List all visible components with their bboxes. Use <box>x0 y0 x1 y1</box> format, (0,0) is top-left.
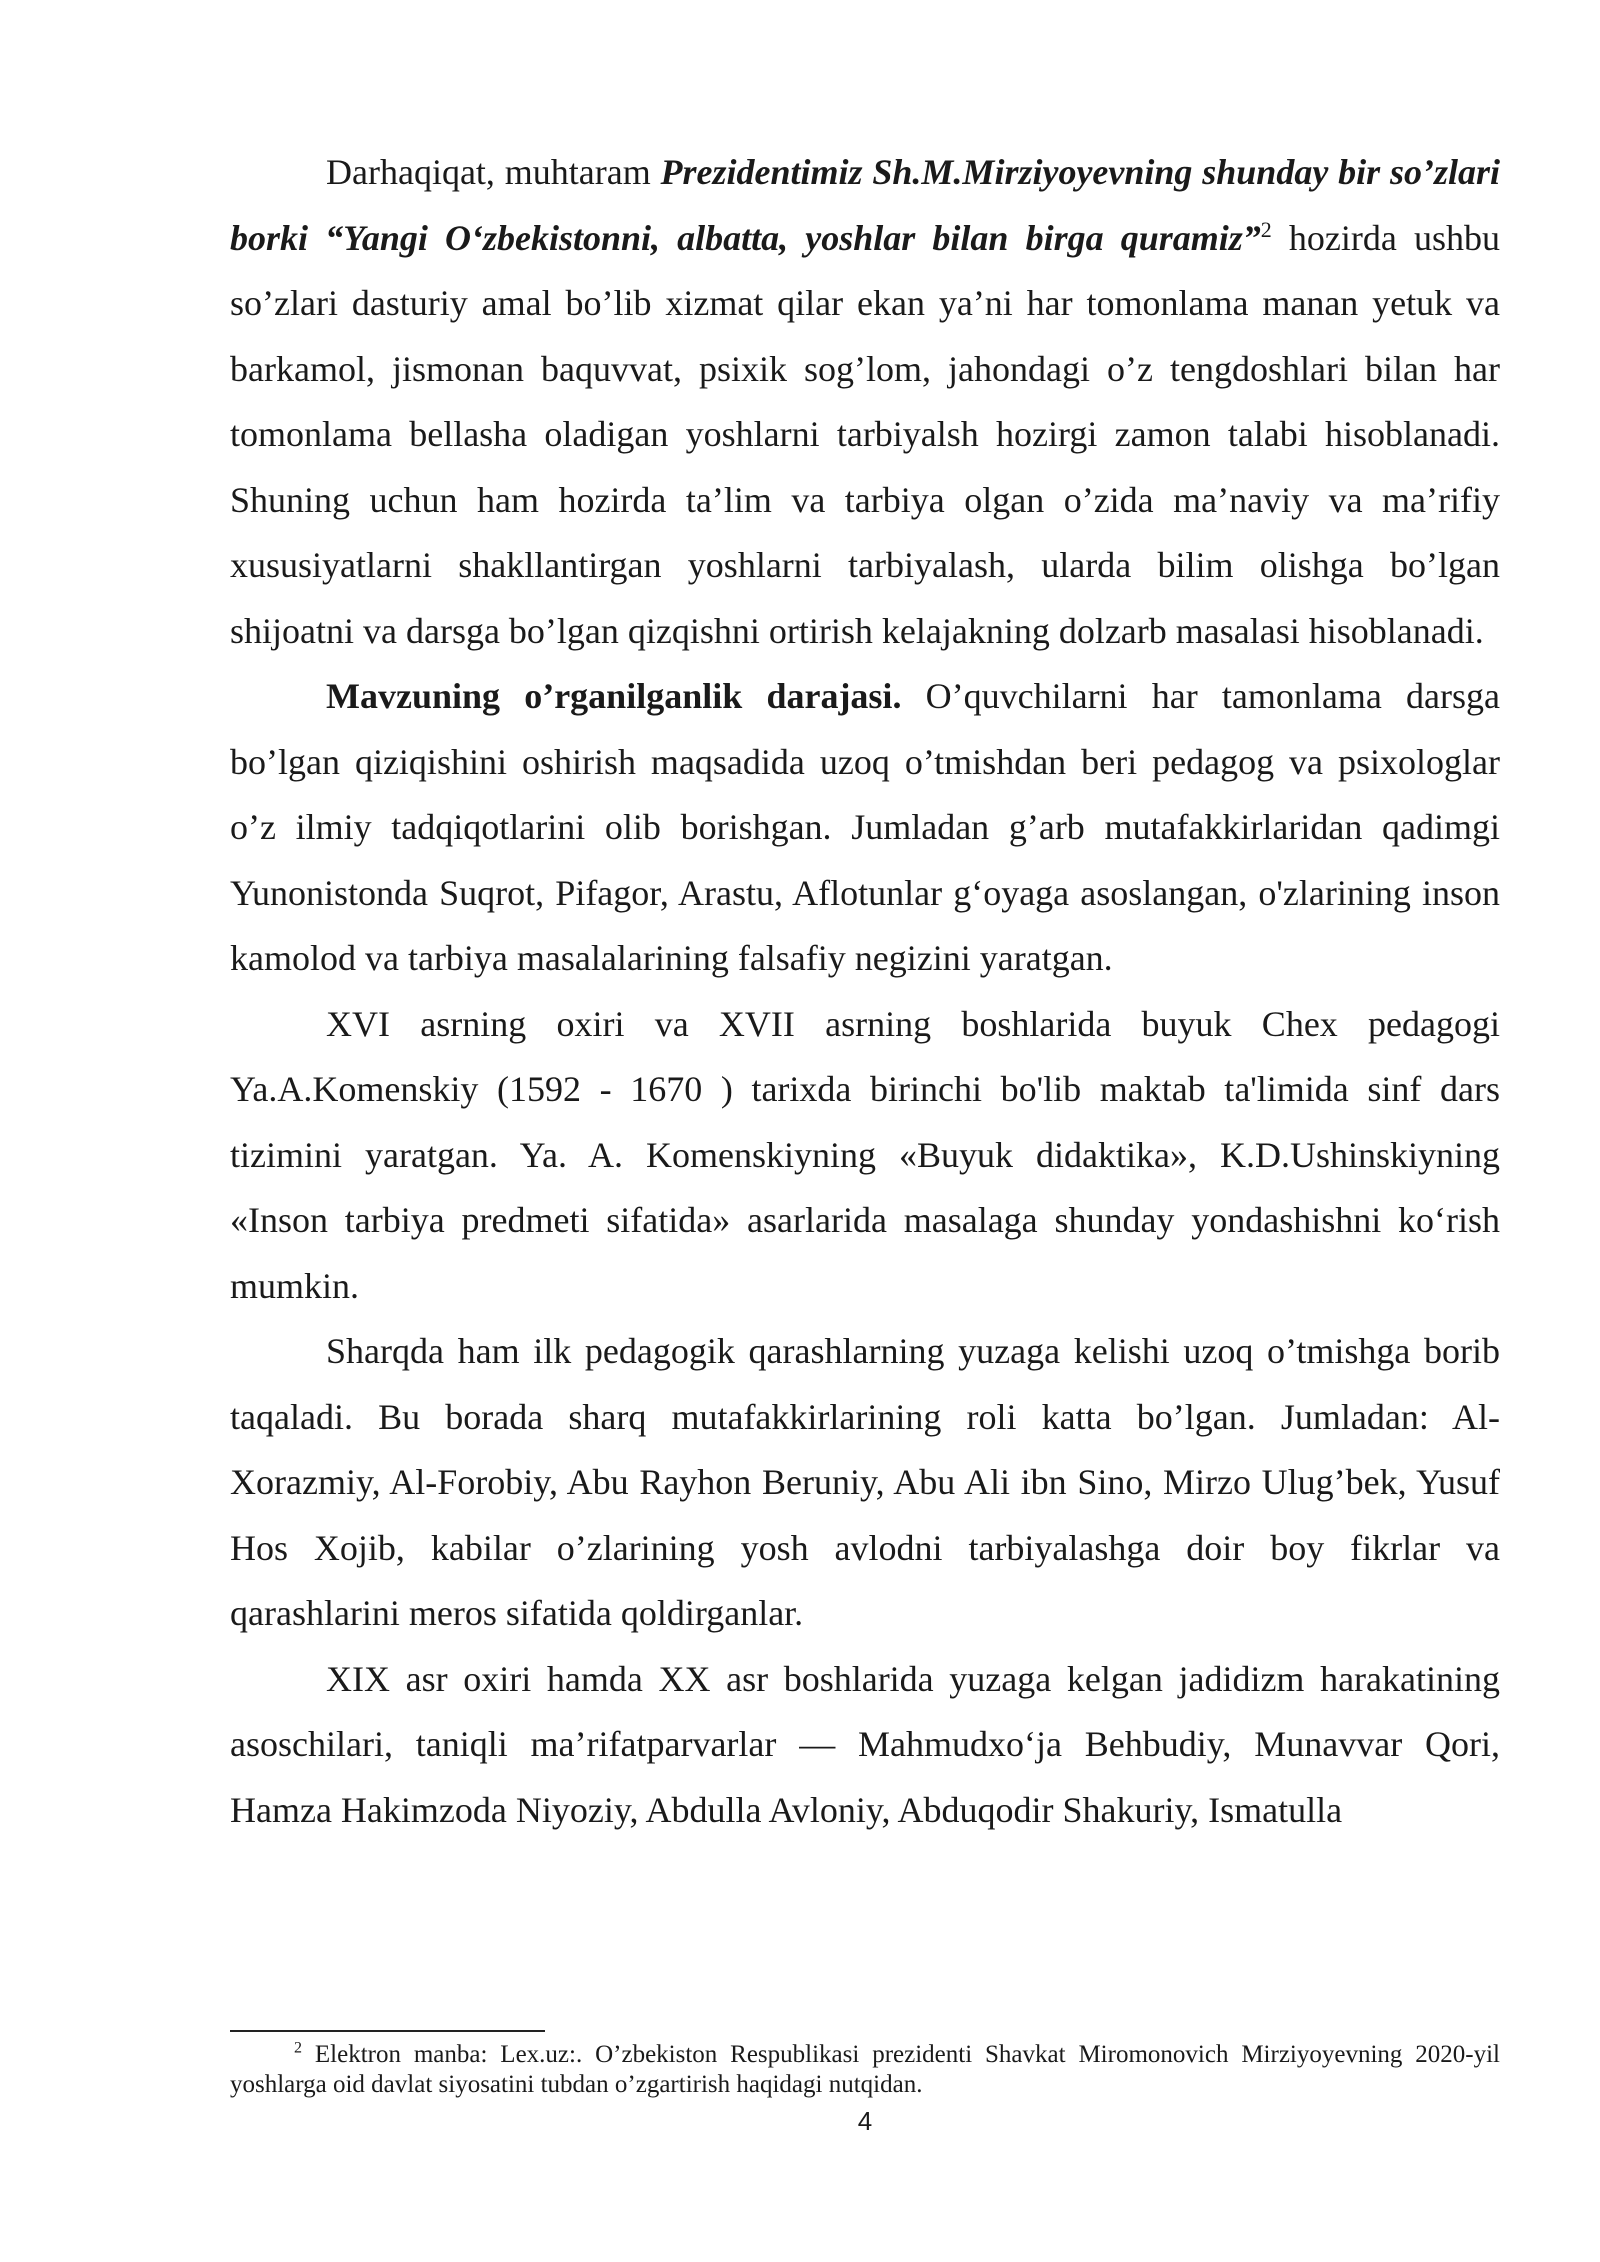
paragraph-study-level <box>230 664 1500 992</box>
paragraph-body-text: hozirda ushbu so’zlari dasturiy amal bo’lib xizmat qilar ekan ya’ni har tomonlama manan yetuk va barkamol, jismonan baquvvat, psixik sog’lom, jahondagi o’z tengdoshlari bilan har tomonlama bellasha oladigan yoshlarni tarbiyalsh hozirgi zamon talabi hisoblanadi. Shuning uchun ham hozirda ta’lim va tarbiya olgan o’zida ma’naviy va ma’rifiy xususiyatlarni shakllantirgan yoshlarni tarbiyalash, ularda bilim olishga bo’lgan shijoatni va darsga bo’lgan qizqishni ortirish kelajakning dolzarb masalasi hisoblanadi. <box>230 217 1500 651</box>
footnote-number: 2 <box>294 2039 302 2057</box>
president-quote-emphasis: Prezidentimiz Sh.M.Mirziyoyevning shunday bir so’zlari borki “Yangi O‘zbekistonni, albatta, yoshlar bilan birga quramiz” <box>230 152 1500 258</box>
footnote-reference: 2 <box>1260 216 1272 242</box>
footnote-text: Elektron manba: Lex.uz:. O’zbekiston Respublikasi prezidenti Shavkat Miromonovich Mirziyoyevning 2020-yil yoshlarga oid davlat siyosatini tubdan o’zgartirish haqidagi nutqidan. <box>230 2041 1500 2098</box>
paragraph-lead-text: Darhaqiqat, muhtaram <box>326 152 661 192</box>
paragraph-jadidism: XIX asr oxiri hamda XX asr boshlarida yuzaga kelgan jadidizm harakatining asoschilari, taniqli ma’rifatparvarlar — Mahmudxo‘ja Behbudiy, Munavvar Qori, Hamza Hakimzoda Niyoziy, Abdulla Avloniy, Abduqodir Shakuriy, Ismatulla <box>230 1658 1500 1830</box>
document-body <box>230 140 1500 1843</box>
paragraph-eastern-thinkers: Sharqda ham ilk pedagogik qarashlarning yuzaga kelishi uzoq o’tmishga borib taqaladi. Bu borada sharq mutafakkirlarining roli katta bo’lgan. Jumladan: Al-Xorazmiy, Al-Forobiy, Abu Rayhon Beruniy, Abu Ali ibn Sino, Mirzo Ulug’bek, Yusuf Hos Xojib, kabilar o’zlarining yosh avlodni tarbiyalashga doir boy fikrlar va qarashlarini meros sifatida qoldirganlar. <box>230 1331 1500 1633</box>
paragraph-komenskiy: XVI asrning oxiri va XVII asrning boshlarida buyuk Chex pedagogi Ya.A.Komenskiy (1592 - 1670 ) tarixda birinchi bo'lib maktab ta'limida sinf dars tizimini yaratgan. Ya. A. Komenskiyning «Buyuk didaktika», K.D.Ushinskiyning «Inson tarbiya predmeti sifatida» asarlarida masalaga shunday yondashishni ko‘rish mumkin. <box>230 1003 1500 1306</box>
footnote <box>230 2040 1500 2100</box>
section-heading: Mavzuning o’rganilganlik darajasi. <box>326 676 902 716</box>
page-number: 4 <box>857 2106 873 2136</box>
footnote-separator <box>230 2030 545 2032</box>
paragraph-body-text: O’quvchilarni har tamonlama darsga bo’lgan qiziqishini oshirish maqsadida uzoq o’tmishdan beri pedagog va psixologlar o’z ilmiy tadqiqotlarini olib borishgan. Jumladan g’arb mutafakkirlaridan qadimgi Yunonistonda Suqrot, Pifagor, Arastu, Aflotunlar g‘oyaga asoslangan, o'zlarining inson kamolod va tarbiya masalalarining falsafiy negizini yaratgan. <box>230 676 1500 978</box>
paragraph-president-quote <box>230 140 1500 664</box>
